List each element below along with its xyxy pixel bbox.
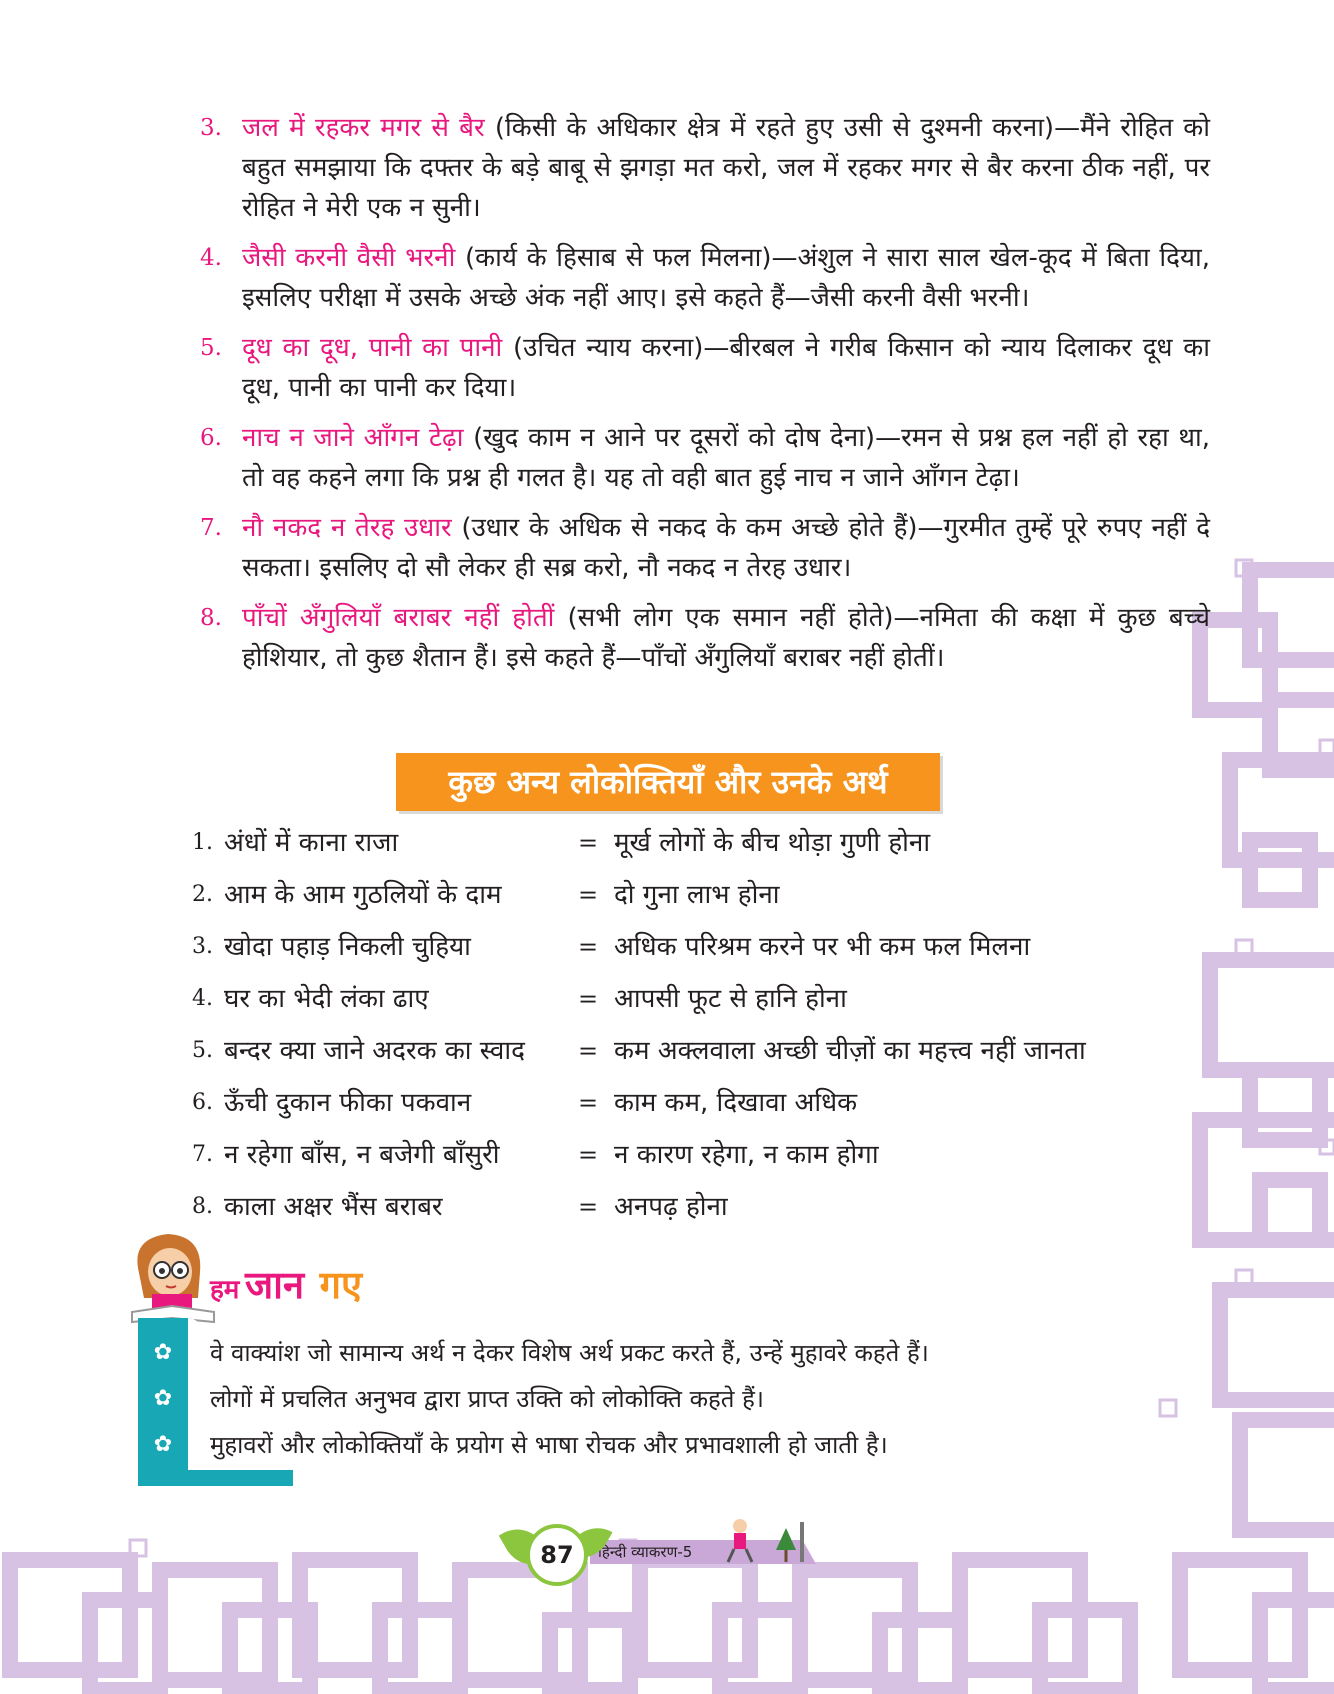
proverb-number: 8. xyxy=(192,1194,213,1219)
summary-list xyxy=(210,1330,1110,1468)
flower-bullet-icon: ✿ xyxy=(153,1386,173,1411)
idiom-phrase: नौ नकद न तेरह उधार xyxy=(242,513,452,543)
proverb-row xyxy=(192,1028,1202,1080)
proverb-row xyxy=(192,872,1202,924)
proverb-row xyxy=(192,924,1202,976)
equals-sign: = xyxy=(578,1037,599,1065)
flower-bullet-icon: ✿ xyxy=(153,1432,173,1457)
idiom-item xyxy=(200,108,1210,228)
idiom-number: 4. xyxy=(200,245,222,271)
proverb-number: 4. xyxy=(192,986,213,1011)
proverb-text: आम के आम गुठलियों के दाम xyxy=(224,880,502,910)
summary-title xyxy=(210,1258,362,1310)
proverb-meaning: आपसी फूट से हानि होना xyxy=(614,984,847,1014)
idiom-item xyxy=(200,508,1210,588)
idiom-phrase: जल में रहकर मगर से बैर xyxy=(242,113,485,143)
idiom-number: 7. xyxy=(200,515,222,541)
proverb-text: घर का भेदी लंका ढाए xyxy=(224,984,429,1014)
section-heading: कुछ अन्य लोकोक्तियाँ और उनके अर्थ xyxy=(396,753,940,811)
idiom-phrase: जैसी करनी वैसी भरनी xyxy=(242,243,456,273)
proverb-meaning: न कारण रहेगा, न काम होगा xyxy=(614,1140,879,1170)
summary-item: वे वाक्यांश जो सामान्य अर्थ न देकर विशेष अर्थ प्रकट करते हैं, उन्हें मुहावरे कहते हैं। xyxy=(210,1339,929,1367)
equals-sign: = xyxy=(578,829,599,857)
equals-sign: = xyxy=(578,985,599,1013)
kid-and-tree-icon xyxy=(720,1516,810,1566)
proverb-meaning: अनपढ़ होना xyxy=(614,1192,728,1222)
proverb-meaning: काम कम, दिखावा अधिक xyxy=(614,1088,858,1118)
idiom-number: 8. xyxy=(200,605,222,631)
summary-bar-notch xyxy=(188,1318,202,1470)
proverb-number: 5. xyxy=(192,1038,213,1063)
equals-sign: = xyxy=(578,1141,599,1169)
proverb-row xyxy=(192,1080,1202,1132)
proverb-table xyxy=(192,820,1202,1236)
proverb-row xyxy=(192,976,1202,1028)
proverb-row xyxy=(192,1132,1202,1184)
idiom-number: 5. xyxy=(200,335,222,361)
idiom-explanation: (उधार के अधिक से नकद के कम अच्छे होते हैं)—गुरमीत तुम्हें पूरे रुपए नहीं दे सकता। इसलिए दो सौ लेकर ही सब्र करो, नौ नकद न तेरह उधार। xyxy=(242,513,1210,583)
equals-sign: = xyxy=(578,933,599,961)
proverb-row xyxy=(192,1184,1202,1236)
flower-bullet-icon: ✿ xyxy=(153,1340,173,1365)
girl-reading-illustration xyxy=(128,1228,218,1324)
idiom-list xyxy=(200,108,1210,688)
book-title: हिन्दी व्याकरण-5 xyxy=(598,1543,693,1561)
proverb-meaning: दो गुना लाभ होना xyxy=(614,880,780,910)
proverb-meaning: अधिक परिश्रम करने पर भी कम फल मिलना xyxy=(614,932,1031,962)
equals-sign: = xyxy=(578,1193,599,1221)
summary-title-part: जान xyxy=(244,1263,305,1307)
proverb-meaning: कम अक्लवाला अच्छी चीज़ों का महत्त्व नहीं जानता xyxy=(614,1036,1086,1066)
idiom-item xyxy=(200,328,1210,408)
proverb-row xyxy=(192,820,1202,872)
proverb-text: काला अक्षर भैंस बराबर xyxy=(224,1192,443,1222)
idiom-item xyxy=(200,238,1210,318)
proverb-number: 7. xyxy=(192,1142,213,1167)
proverb-text: ऊँची दुकान फीका पकवान xyxy=(224,1088,472,1118)
idiom-item xyxy=(200,598,1210,678)
proverb-meaning: मूर्ख लोगों के बीच थोड़ा गुणी होना xyxy=(614,828,931,858)
idiom-explanation: (उचित न्याय करना)—बीरबल ने गरीब किसान को न्याय दिलाकर दूध का दूध, पानी का पानी कर दिया। xyxy=(242,333,1210,403)
idiom-explanation: (किसी के अधिकार क्षेत्र में रहते हुए उसी से दुश्मनी करना)—मैंने रोहित को बहुत समझाया कि दफ्तर के बड़े बाबू से झगड़ा मत करो, जल में रहकर मगर से बैर करना ठीक नहीं, पर रोहित ने मेरी एक न सुनी। xyxy=(242,113,1210,223)
idiom-number: 6. xyxy=(200,425,222,451)
proverb-number: 1. xyxy=(192,830,213,855)
proverb-number: 3. xyxy=(192,934,213,959)
page-number: 87 xyxy=(526,1524,588,1586)
equals-sign: = xyxy=(578,881,599,909)
proverb-text: अंधों में काना राजा xyxy=(224,828,399,858)
idiom-explanation: (सभी लोग एक समान नहीं होते)—नमिता की कक्षा में कुछ बच्चे होशियार, तो कुछ शैतान हैं। इसे कहते हैं—पाँचों अँगुलियाँ बराबर नहीं होतीं। xyxy=(242,603,1210,673)
summary-bottom-bar xyxy=(138,1470,293,1486)
equals-sign: = xyxy=(578,1089,599,1117)
summary-title-part: गए xyxy=(319,1263,363,1307)
idiom-explanation: (खुद काम न आने पर दूसरों को दोष देना)—रमन से प्रश्न हल नहीं हो रहा था, तो वह कहने लगा कि प्रश्न ही गलत है। यह तो वही बात हुई नाच न जाने आँगन टेढ़ा। xyxy=(242,423,1210,493)
idiom-phrase: दूध का दूध, पानी का पानी xyxy=(242,333,503,363)
idiom-phrase: पाँचों अँगुलियाँ बराबर नहीं होतीं xyxy=(242,603,555,633)
proverb-number: 2. xyxy=(192,882,213,907)
idiom-phrase: नाच न जाने आँगन टेढ़ा xyxy=(242,423,464,453)
proverb-text: न रहेगा बाँस, न बजेगी बाँसुरी xyxy=(224,1140,500,1170)
idiom-item xyxy=(200,418,1210,498)
summary-item: लोगों में प्रचलित अनुभव द्वारा प्राप्त उक्ति को लोकोक्ति कहते हैं। xyxy=(210,1385,764,1413)
proverb-text: खोदा पहाड़ निकली चुहिया xyxy=(224,932,471,962)
proverb-text: बन्दर क्या जाने अदरक का स्वाद xyxy=(224,1036,525,1066)
summary-item: मुहावरों और लोकोक्तियाँ के प्रयोग से भाषा रोचक और प्रभावशाली हो जाती है। xyxy=(210,1431,888,1459)
proverb-number: 6. xyxy=(192,1090,213,1115)
idiom-explanation: (कार्य के हिसाब से फल मिलना)—अंशुल ने सारा साल खेल-कूद में बिता दिया, इसलिए परीक्षा में उसके अच्छे अंक नहीं आए। इसे कहते हैं—जैसी करनी वैसी भरनी। xyxy=(242,243,1210,313)
idiom-number: 3. xyxy=(200,115,222,141)
summary-title-part: हम xyxy=(210,1275,240,1305)
